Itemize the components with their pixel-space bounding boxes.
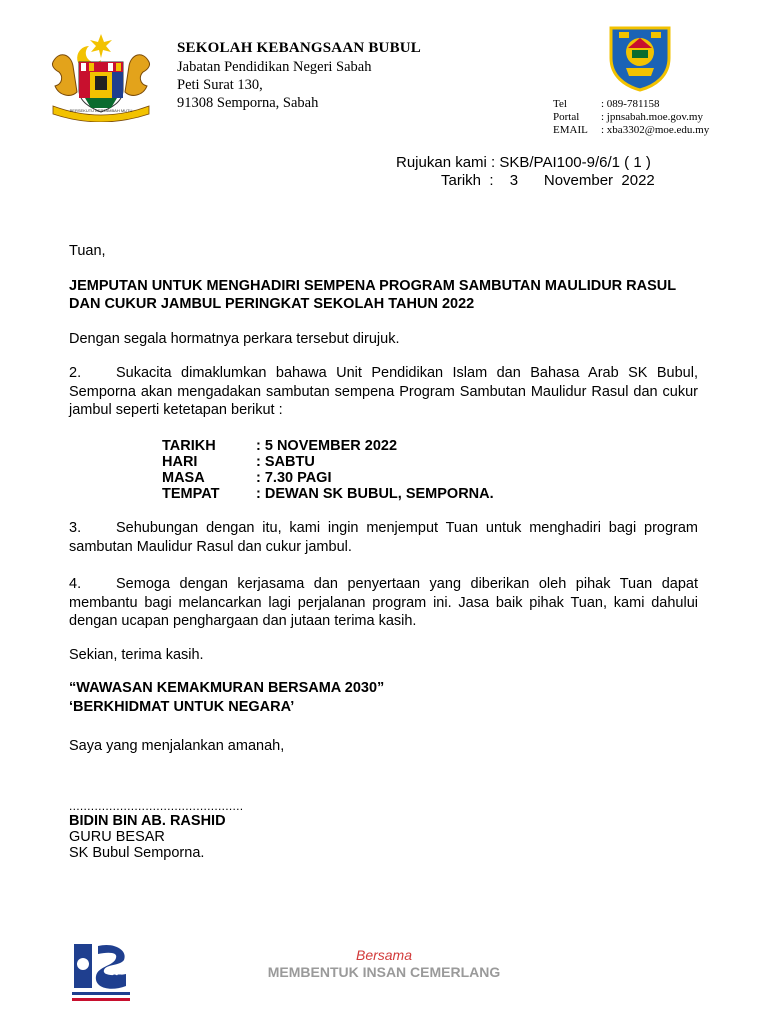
paragraph-3 [69,519,698,556]
coat-of-arms-logo [45,32,157,122]
contact-email [553,124,709,138]
detail-row-hari [162,454,315,470]
contact-email-label: EMAIL [553,124,588,136]
paragraph-4-number: 4. [69,576,82,592]
address-line-3: 91308 Semporna, Sabah [177,95,319,111]
salutation: Tuan, [69,243,106,259]
paragraph-2 [69,364,698,420]
paragraph-4-text: Semoga dengan kerjasama dan penyertaan yang diberikan oleh pihak Tuan dapat membantu bagi melancarkan lagi perjalanan program ini. Jasa baik pihak Tuan, kami dahului dengan ucapan penghargaan dan jutaan terima kasih. [69,576,698,629]
contact-portal-value: : jpnsabah.moe.gov.my [601,111,703,123]
detail-key: MASA [162,470,205,486]
date-label: Tarikh : [441,172,494,189]
signer-name: BIDIN BIN AB. RASHID [69,813,226,829]
contact-tel-label: Tel [553,98,567,110]
letter-title-line-1: JEMPUTAN UNTUK MENGHADIRI SEMPENA PROGRAM SAMBUTAN MAULIDUR RASUL [69,278,677,294]
address-line-1: Jabatan Pendidikan Negeri Sabah [177,59,372,75]
school-name: SEKOLAH KEBANGSAAN BUBUL [177,40,422,56]
slogan-line-1: “WAWASAN KEMAKMURAN BERSAMA 2030” [69,680,385,696]
detail-key: HARI [162,454,198,470]
paragraph-3-text: Sehubungan dengan itu, kami ingin menjemput Tuan untuk menghadiri bagi program sambutan Maulidur Rasul dan cukur jambul. [69,520,698,555]
detail-key: TEMPAT [162,486,220,502]
date-line [441,172,655,189]
detail-row-tarikh [162,438,397,454]
detail-value: : DEWAN SK BUBUL, SEMPORNA. [256,486,494,502]
detail-value: : 5 NOVEMBER 2022 [256,438,398,454]
contact-tel [553,98,660,112]
contact-tel-value: : 089-781158 [601,98,660,110]
date-day: 3 [509,172,519,189]
paragraph-2-text: Sukacita dimaklumkan bahawa Unit Pendidikan Islam dan Bahasa Arab SK Bubul, Semporna akan mengadakan sambutan sempena Program Sambutan Maulidur Rasul dan cukur jambul seperti ketetapan berikut : [69,365,698,418]
footer-bersama-text: Bersama [355,947,413,963]
detail-row-masa [162,470,331,486]
school-badge-logo [609,24,671,92]
paragraph-3-number: 3. [69,520,82,536]
detail-row-tempat [162,486,494,502]
slogan-line-2: ‘BERKHIDMAT UNTUK NEGARA’ [69,699,295,715]
letter-title-line-2: DAN CUKUR JAMBUL PERINGKAT SEKOLAH TAHUN 2022 [69,296,475,312]
paragraph-1: Dengan segala hormatnya perkara tersebut dirujuk. [69,331,400,347]
signature-intro: Saya yang menjalankan amanah, [69,738,285,754]
school-badge-icon [609,24,671,92]
detail-key: TARIKH [162,438,216,454]
detail-value: : SABTU [256,454,315,470]
signature-line: ................................................ [69,799,244,813]
contact-portal [553,111,703,125]
signer-title: GURU BESAR [69,829,165,845]
closing-text: Sekian, terima kasih. [69,647,204,663]
detail-value: : 7.30 PAGI [256,470,332,486]
footer-motto-text: MEMBENTUK INSAN CEMERLANG [267,964,501,980]
address-line-2: Peti Surat 130, [177,77,263,93]
paragraph-2-number: 2. [69,365,82,381]
paragraph-4 [69,575,698,631]
contact-email-value: : xba3302@moe.edu.my [601,124,710,136]
date-month-year: November 2022 [543,172,655,189]
signer-organization: SK Bubul Semporna. [69,845,205,861]
reference-number: Rujukan kami : SKB/PAI100-9/6/1 ( 1 ) [396,154,651,171]
contact-portal-label: Portal [553,111,580,123]
anniversary-number: 25 [112,973,123,983]
crest-motto-text: BERSEKUTU BERTAMBAH MUTU [69,108,133,113]
